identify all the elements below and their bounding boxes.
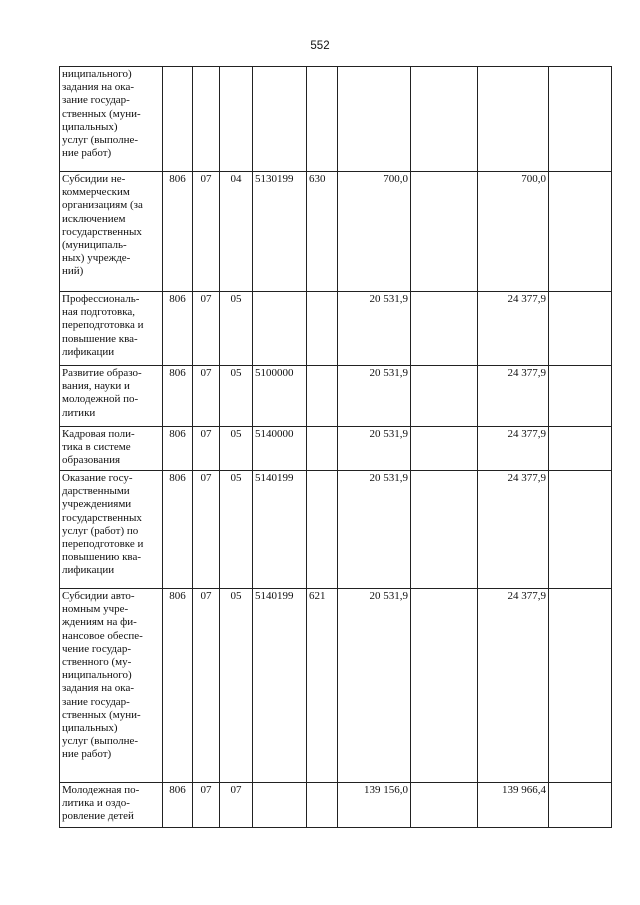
sum2-cell: 24 377,9 xyxy=(478,292,549,366)
sum2-cell: 24 377,9 xyxy=(478,589,549,783)
budget-table xyxy=(59,66,612,828)
ved-cell: 806 xyxy=(163,589,193,783)
empty-cell xyxy=(411,589,478,783)
sum2-cell xyxy=(478,67,549,172)
empty-cell xyxy=(549,292,612,366)
sum1-cell xyxy=(338,67,411,172)
empty-cell xyxy=(411,783,478,828)
empty-cell xyxy=(549,172,612,292)
empty-cell xyxy=(411,292,478,366)
vr-cell xyxy=(307,292,338,366)
table-row xyxy=(60,783,612,828)
csr-cell xyxy=(253,292,307,366)
row-name-cell: Субсидии авто- номным учре- ждениям на фи- нансовое обеспе- чение государ- ственного (му- ниципального) задания на ока- зание государ- ственных (муни- ципальных) услуг (выполне- ние работ) xyxy=(60,589,163,783)
row-name-cell: Кадровая поли- тика в системе образования xyxy=(60,427,163,471)
empty-cell xyxy=(549,471,612,589)
empty-cell xyxy=(411,366,478,427)
sum1-cell: 139 156,0 xyxy=(338,783,411,828)
pr-cell: 05 xyxy=(220,366,253,427)
page-number: 552 xyxy=(310,40,330,52)
table-body xyxy=(60,67,612,828)
row-name-cell: Молодежная по- литика и оздо- ровление детей xyxy=(60,783,163,828)
pr-cell: 05 xyxy=(220,427,253,471)
ved-cell xyxy=(163,67,193,172)
pr-cell xyxy=(220,67,253,172)
sum1-cell: 700,0 xyxy=(338,172,411,292)
empty-cell xyxy=(549,589,612,783)
ved-cell: 806 xyxy=(163,783,193,828)
row-name-cell: Профессиональ- ная подготовка, переподготовка и повышение ква- лификации xyxy=(60,292,163,366)
ved-cell: 806 xyxy=(163,292,193,366)
csr-cell: 5140199 xyxy=(253,471,307,589)
csr-cell: 5130199 xyxy=(253,172,307,292)
csr-cell: 5100000 xyxy=(253,366,307,427)
table-row xyxy=(60,67,612,172)
vr-cell xyxy=(307,783,338,828)
table-row xyxy=(60,471,612,589)
ved-cell: 806 xyxy=(163,366,193,427)
empty-cell xyxy=(411,67,478,172)
empty-cell xyxy=(549,67,612,172)
pr-cell: 05 xyxy=(220,589,253,783)
row-name-cell: Оказание госу- дарственными учреждениями государственных услуг (работ) по переподготовке и повышению ква- лификации xyxy=(60,471,163,589)
vr-cell: 630 xyxy=(307,172,338,292)
rz-cell: 07 xyxy=(193,589,220,783)
empty-cell xyxy=(411,471,478,589)
csr-cell xyxy=(253,67,307,172)
empty-cell xyxy=(549,366,612,427)
sum2-cell: 139 966,4 xyxy=(478,783,549,828)
pr-cell: 05 xyxy=(220,292,253,366)
sum1-cell: 20 531,9 xyxy=(338,427,411,471)
vr-cell xyxy=(307,471,338,589)
ved-cell: 806 xyxy=(163,471,193,589)
rz-cell: 07 xyxy=(193,366,220,427)
ved-cell: 806 xyxy=(163,427,193,471)
pr-cell: 05 xyxy=(220,471,253,589)
empty-cell xyxy=(549,427,612,471)
table-row xyxy=(60,427,612,471)
empty-cell xyxy=(411,172,478,292)
table-row xyxy=(60,366,612,427)
sum1-cell: 20 531,9 xyxy=(338,589,411,783)
rz-cell: 07 xyxy=(193,471,220,589)
vr-cell xyxy=(307,427,338,471)
sum1-cell: 20 531,9 xyxy=(338,292,411,366)
csr-cell: 5140199 xyxy=(253,589,307,783)
rz-cell: 07 xyxy=(193,172,220,292)
row-name-cell: Развитие образо- вания, науки и молодежной по- литики xyxy=(60,366,163,427)
sum1-cell: 20 531,9 xyxy=(338,471,411,589)
sum2-cell: 24 377,9 xyxy=(478,366,549,427)
sum2-cell: 700,0 xyxy=(478,172,549,292)
rz-cell: 07 xyxy=(193,783,220,828)
table-row xyxy=(60,589,612,783)
pr-cell: 07 xyxy=(220,783,253,828)
sum2-cell: 24 377,9 xyxy=(478,427,549,471)
rz-cell xyxy=(193,67,220,172)
table-row xyxy=(60,172,612,292)
rz-cell: 07 xyxy=(193,292,220,366)
vr-cell xyxy=(307,366,338,427)
pr-cell: 04 xyxy=(220,172,253,292)
table-row xyxy=(60,292,612,366)
ved-cell: 806 xyxy=(163,172,193,292)
row-name-cell: ниципального) задания на ока- зание государ- ственных (муни- ципальных) услуг (выполне- ние работ) xyxy=(60,67,163,172)
csr-cell: 5140000 xyxy=(253,427,307,471)
rz-cell: 07 xyxy=(193,427,220,471)
sum1-cell: 20 531,9 xyxy=(338,366,411,427)
csr-cell xyxy=(253,783,307,828)
empty-cell xyxy=(411,427,478,471)
empty-cell xyxy=(549,783,612,828)
sum2-cell: 24 377,9 xyxy=(478,471,549,589)
row-name-cell: Субсидии не- коммерческим организациям (за исключением государственных (муниципаль- ных) учрежде- ний) xyxy=(60,172,163,292)
vr-cell: 621 xyxy=(307,589,338,783)
vr-cell xyxy=(307,67,338,172)
